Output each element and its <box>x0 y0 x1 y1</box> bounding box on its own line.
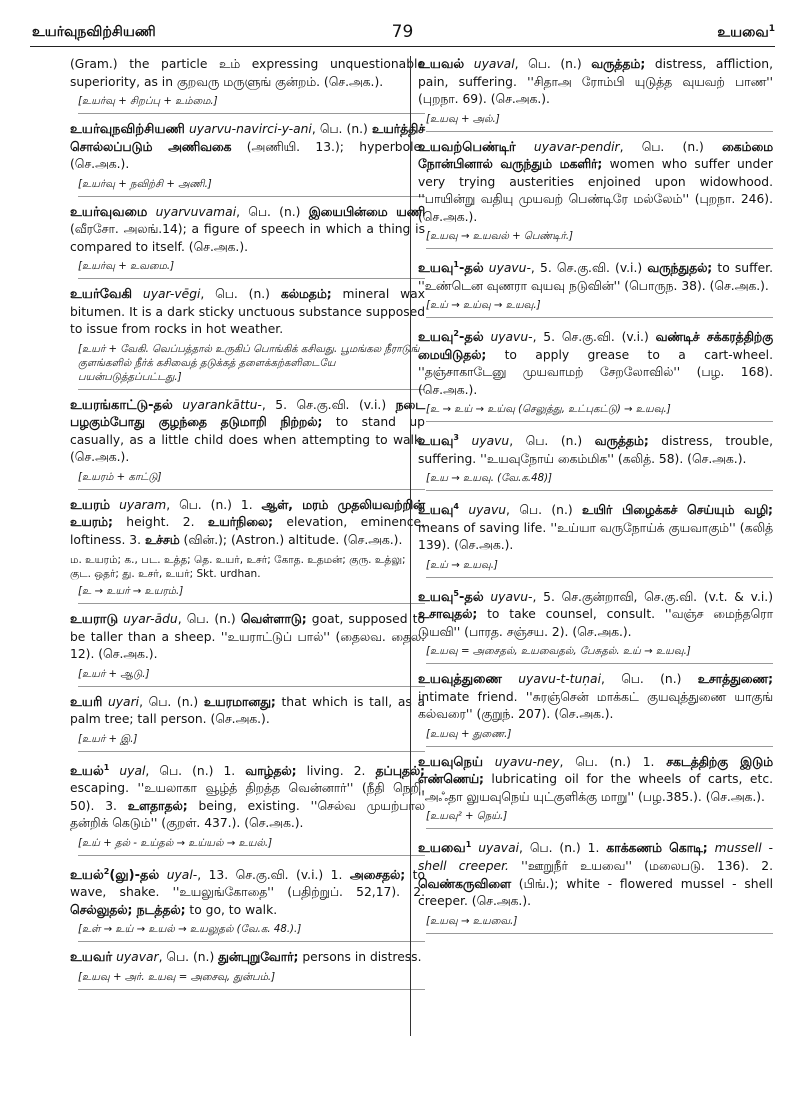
headword: உயவு <box>418 434 454 450</box>
transliteration: uyari <box>107 694 140 709</box>
entry-body-text: (அணியி. 13.); hyperbole. (செ.அக.). <box>70 139 425 171</box>
definition-bold: உச்சம் <box>144 532 180 547</box>
definition-bold: கைம்மை நோன்பினால் வருந்தும் மகளிர்; <box>418 139 773 171</box>
etymology: [உ → உய் → உய்வு (செலுத்து, உட்புகட்டு) → உயவு.] <box>426 403 773 422</box>
columns <box>30 56 775 1082</box>
entry-body-text: , பெ. (n.) <box>200 287 281 301</box>
definition-bold: இயைபின்மை யணி <box>308 204 425 219</box>
headword: உயல் <box>70 867 104 883</box>
entry-body-text: , 5. செ.கு.வி. (v.i.) <box>530 261 648 276</box>
entry-body-text: , பெ. (n.) <box>158 950 219 965</box>
entry-text <box>418 429 773 468</box>
header-guide-word-left: உயர்வுநவிற்சியணி <box>32 24 156 40</box>
definition-bold: ஆள், மரம் முதலியவற்றின் உயரம்; <box>70 497 425 529</box>
entry-text <box>70 497 425 550</box>
etymology: [உயர்வு + சிறப்பு + உம்மை.] <box>78 95 425 114</box>
headword: உயரி <box>70 694 103 710</box>
entry-text <box>70 397 425 467</box>
entry-body-text: to take counsel, consult. ''வஞ்ச மைந்தரொ டுயவி'' (பாரத. சஞ்சய. 2). (செ.அக.). <box>418 607 773 639</box>
definition-bold: உயிர் பிழைக்கச் செய்யும் வழி; <box>582 503 773 518</box>
entry-body-text <box>459 434 472 448</box>
transliteration: uyarvuvamai <box>155 204 237 219</box>
homograph-number: 5 <box>453 588 459 598</box>
entry-body-text: to suffer. ''உண்டென வுணரா வுயவு நடுவின்'' (பொருந. 38). (செ.அக.). <box>418 261 773 293</box>
entry-body-text: mineral wax bitumen. It is a dark sticky unctuous substance supposed to issue from rocks in hot weather. <box>70 287 425 336</box>
etymology: [உயர் + ஆடு.] <box>78 668 425 687</box>
dictionary-entry <box>70 497 425 605</box>
definition-bold: தப்புதல்; <box>375 763 425 778</box>
entry-text <box>70 694 425 729</box>
definition-bold: வெண்கருவிளை <box>418 876 511 891</box>
dictionary-entry <box>70 949 425 990</box>
entry-text <box>418 498 773 555</box>
etymology: [உயவு = அசைதல், உயவைதல், பேசுதல். உய் → உயவு.] <box>426 645 773 664</box>
entry-body-text: , பெ. (n.) <box>177 612 241 626</box>
headword: -தல் <box>458 261 484 277</box>
entry-text <box>418 56 773 109</box>
headword: உயரம் <box>70 497 111 513</box>
entry-text <box>70 759 425 833</box>
entry-body-text: , பெ. (n.) <box>506 503 583 518</box>
definition-bold: உளதாதல்; <box>127 798 188 813</box>
homograph-number: 2 <box>103 866 110 876</box>
entry-body-text: escaping. ''உயலாகா வூழ்த் திறத்த வென்னார்'' (நீதி நெறி. 50). 3. <box>70 781 425 813</box>
headword: உயவு <box>418 330 454 346</box>
entry-body-text: means of saving life. ''உய்யா வருநோய்க் குயவாகும்'' (கலித் 139). (செ.அக.). <box>418 520 773 553</box>
etymology: [உய் → உயவு.] <box>426 559 773 578</box>
entry-text <box>418 754 773 807</box>
entry-body-text: , பெ. (n.) 1. <box>145 763 246 778</box>
etymology: [உய் + தல் - உய்தல் → உய்யல் → உயல்.] <box>78 837 425 856</box>
etymology: [உயர்வு + நவிற்சி + அணி.] <box>78 178 425 197</box>
entry-body-text: , 5. செ.குன்றாவி, செ.கு.வி. (v.t. & v.i.) <box>532 589 773 604</box>
entry-body-text: (வீரசோ. அலங்.14); a figure of speech in which a thing is compared to itself. (செ.அக.). <box>70 222 425 254</box>
entry-text <box>70 611 425 664</box>
etymology: [உயவு → உயவல் + பெண்டிர்.] <box>426 230 773 249</box>
definition-bold: வருந்துதல்; <box>647 261 713 276</box>
page-header <box>30 22 775 47</box>
etymology: [உயவு → உயவை.] <box>426 915 773 934</box>
entry-text <box>418 671 773 724</box>
transliteration: uyaval <box>473 57 515 71</box>
entry-body-text <box>109 764 119 778</box>
headword: உயவுத்துணை <box>418 672 502 688</box>
transliteration: uyaram <box>119 497 167 512</box>
column-divider <box>410 56 411 1036</box>
right-column <box>418 56 773 941</box>
entry-body-text: , பெ. (n.) <box>601 672 698 687</box>
dictionary-entry <box>70 694 425 752</box>
dictionary-entry <box>418 836 773 933</box>
entry-body-text <box>132 287 143 301</box>
etymology: [உயர் + இ.] <box>78 733 425 752</box>
transliteration: uyal- <box>166 867 198 882</box>
dictionary-entry <box>70 286 425 390</box>
dictionary-entry <box>70 121 425 197</box>
dictionary-entry <box>418 498 773 578</box>
transliteration: uyavar-pendir <box>533 139 620 154</box>
entry-body-text: , பெ. (n.) <box>509 434 595 449</box>
entry-body-text: to stand up casually, as a little child does when attempting to walk. (செ.அக.). <box>70 415 425 464</box>
entry-body-text: to go, to walk. <box>185 902 278 917</box>
entry-body-text: , பெ. (n.) 1. <box>559 754 667 769</box>
headword: உயரங்காட்டு-தல் <box>70 397 173 413</box>
entry-body-text: , பெ. (n.) <box>139 694 204 709</box>
dictionary-entry <box>70 863 425 943</box>
entry-body-text: goat, supposed to be taller than a sheep. ''உயராட்டுப் பால்'' (தைலவ. தைல. 12). (செ.அக.). <box>70 612 425 661</box>
entry-text <box>70 949 425 967</box>
entry-body-text: , பெ. (n.) <box>311 122 372 136</box>
definition-bold: சகடத்திற்கு இடும் எண்ணெய்; <box>418 754 773 787</box>
homograph-number: 2 <box>453 329 459 339</box>
entry-text <box>418 585 773 642</box>
etymology: [உய → உயவு. (வே.க.48)] <box>426 472 773 491</box>
entry-text <box>418 256 773 295</box>
entry-body-text <box>173 398 183 412</box>
definition-bold: வருத்தம்; <box>591 57 646 71</box>
entry-body-text <box>502 672 518 686</box>
entry-body-text: (வின்.); (Astron.) altitude. (செ.அக.). <box>179 532 403 547</box>
headword: உயவு <box>418 261 454 277</box>
dictionary-entry <box>70 204 425 280</box>
entry-body-text: , பெ. (n.) <box>619 139 723 154</box>
dictionary-entry <box>70 56 425 114</box>
headword: உயர்வேகி <box>70 287 133 302</box>
dictionary-entry <box>418 256 773 318</box>
dictionary-entry <box>418 139 773 250</box>
entry-text <box>70 56 425 91</box>
dictionary-entry <box>70 759 425 856</box>
etymology: [உயவு + துணை.] <box>426 728 773 747</box>
transliteration: mussell - shell creeper. <box>418 841 773 874</box>
definition-bold: காக்கணம் கொடி; <box>606 841 708 856</box>
dictionary-entry <box>418 585 773 665</box>
entry-body-text: that which is tall, as a palm tree; tall person. (செ.அக.). <box>70 694 425 726</box>
dictionary-entry <box>418 325 773 422</box>
entry-text <box>418 325 773 399</box>
headword: உயவல் <box>418 57 465 72</box>
dictionary-page <box>30 22 775 1082</box>
headword: (லு)-தல் <box>109 867 160 883</box>
entry-body-text <box>708 842 715 856</box>
headword: -தல் <box>458 589 484 605</box>
definition-bold: வெள்ளாடு; <box>240 612 307 626</box>
headword: உயராடு <box>70 612 119 627</box>
entry-body-text: , 5. செ.கு.வி. (v.i.) <box>261 397 396 412</box>
headword: -தல் <box>458 330 484 346</box>
entry-body-text: , பெ. (n.) 1. <box>519 841 607 856</box>
entry-body-text <box>516 140 534 154</box>
entry-body-text: persons in distress. <box>298 950 422 965</box>
definition-bold: நடை பழகும்போது குழந்தை தடுமாறி நிற்றல்; <box>70 397 425 429</box>
left-column <box>70 56 425 997</box>
transliteration: uyal <box>119 763 146 778</box>
dictionary-entry <box>418 56 773 132</box>
definition-bold: வண்டிச் சக்கரத்திற்கு மையிடுதல்; <box>418 330 773 362</box>
dictionary-entry <box>70 397 425 490</box>
entry-body-text: (பிங்.); white - flowered mussel - shell creeper. (செ.அக.). <box>418 876 773 909</box>
entry-body-text: (Gram.) the particle உம் expressing unquestionable superiority, as in குறவரு மருளுங் குன்றம். (செ.அக.). <box>70 57 425 89</box>
entry-body-text: ''ஊறுநீர் உயவை'' (மலைபடு. 136). 2. <box>508 859 773 874</box>
definition-bold: உசாவுதல்; <box>418 607 478 622</box>
entry-body-text: , பெ. (n.) <box>514 57 592 71</box>
dictionary-entry <box>418 671 773 747</box>
dictionary-entry <box>418 754 773 830</box>
entry-text <box>70 121 425 174</box>
definition-bold: உயர்நிலை; <box>207 515 273 529</box>
homograph-number: 1 <box>453 260 459 269</box>
definition-bold: கல்மதம்; <box>280 287 332 301</box>
entry-body-text: , 5. செ.கு.வி. (v.i.) <box>532 330 656 345</box>
homograph-number: 1 <box>465 840 472 850</box>
headword: உயல் <box>70 763 104 779</box>
etymology: [உயர் + வேகி. வெப்பத்தால் உருகிப் பொங்கிக் கசிவது. பூமங்கல நீராடுங் குளங்களில் நீர்க் கசிவைத் தடுக்கத் தளைக்கற்களிடையே பயன்படுத்தப்பட்டது.] <box>78 343 425 390</box>
entry-text <box>70 204 425 257</box>
header-guide-word-right: உயவை$^1$ <box>717 24 775 41</box>
etymology: [உயவு + அல்.] <box>426 113 773 132</box>
entry-body-text: to wave, shake. ''உயலுங்கோதை'' (பதிற்றுப். 52,17). 2. <box>70 867 425 900</box>
etymology: [உயவு + அர். உயவு = அசைவு, துன்பம்.] <box>78 971 425 990</box>
entry-body-text: , பெ. (n.) 1. <box>166 497 262 512</box>
transliteration: uyavu- <box>490 589 533 604</box>
dictionary-entry <box>418 429 773 491</box>
entry-body-text <box>147 205 155 219</box>
entry-body-text <box>159 868 166 882</box>
entry-body-text <box>110 498 119 512</box>
definition-bold: உயரமானது; <box>203 694 276 709</box>
etymology: [உயர்வு + உவமை.] <box>78 260 425 279</box>
entry-body-text: distress, affliction, pain, suffering. ''சிதாஅ ரோம்பி யுடுத்த வுயவற் பாண'' (புறநா. 69). (செ.அக.). <box>418 57 773 106</box>
etymology: [உள் → உய் → உயல் → உயலுதல் (வே.க. 48.).] <box>78 923 425 942</box>
entry-body-text: lubricating oil for the wheels of carts, etc. ''அஃதா லுயவுநெய் யுட்குளிக்கு மாறு'' (பழ.385.). (செ.அக.). <box>418 772 773 804</box>
entry-body-text: distress, trouble, suffering. ''உயவுநோய் கைம்மிக'' (கலித். 58). (செ.அக.). <box>418 434 773 466</box>
entry-body-text: intimate friend. ''சுரஞ்சென் மாக்கட் குயவுத்துணை யாகுங் கல்வரை'' (குறுந். 207). (செ.அக.). <box>418 689 773 722</box>
headword: உயவற்பெண்டிர் <box>418 139 516 155</box>
transliteration: uyavu-ney <box>494 754 560 769</box>
transliteration: uyarvu-navirci-y-ani <box>188 122 312 136</box>
transliteration: uyavu- <box>490 330 533 345</box>
entry-body-text: women who suffer under very trying austerities enjoined upon widowhood. ''பாயின்று வதியு முயவற் பெண்டிரே மல்லேம்'' (புறநா. 246). (செ.அக.). <box>418 157 773 224</box>
entry-text <box>418 836 773 910</box>
headword: உயர்வுநவிற்சியணி <box>70 122 185 137</box>
transliteration: uyarankāttu- <box>182 397 262 412</box>
etymology: [உயரம் + காட்டு] <box>78 471 425 490</box>
entry-body-text <box>459 503 468 517</box>
entry-body-text: height. 2. <box>112 515 208 529</box>
entry-text <box>418 139 773 227</box>
headword: உயவு <box>418 589 454 605</box>
transliteration: uyavu <box>468 503 507 518</box>
definition-bold: செல்லுதல்; நடத்தல்; <box>70 902 186 917</box>
headword: உயவு <box>418 503 454 519</box>
entry-body-text: , பெ. (n.) <box>236 204 309 219</box>
definition-bold: துன்புறுவோர்; <box>218 950 299 965</box>
definition-bold: வாழ்தல்; <box>245 763 297 778</box>
entry-body-text <box>464 57 474 71</box>
cognates: ம. உயரம்; க., பட. உத்த; தெ. உயர், உசர்; கோத. உதமன்; குரு. உத்லு; குட. ஒதர்; து. உசர், உயர்; Skt. urdhan. <box>70 554 406 580</box>
homograph-number: 1 <box>103 762 110 772</box>
etymology: [உயவு² + நெய்.] <box>426 810 773 829</box>
entry-body-text: to apply grease to a cart-wheel. ''தஞ்சாகாடேனு முயவாமற் சேறலோவில்'' (பழ. 168). (செ.அக.). <box>418 347 773 397</box>
transliteration: uyavar <box>116 950 159 965</box>
homograph-number: 3 <box>453 433 459 443</box>
transliteration: uyavu <box>471 434 510 449</box>
entry-body-text: elevation, eminence, loftiness. 3. <box>70 515 425 547</box>
transliteration: uyar-ādu <box>123 612 178 626</box>
entry-body-text: living. 2. <box>296 763 376 778</box>
transliteration: uyavai <box>478 841 520 856</box>
definition-bold: அசைதல்; <box>349 867 406 882</box>
transliteration: uyavu-t-tuṇai <box>518 672 601 687</box>
headword: உயவுநெய் <box>418 754 483 770</box>
transliteration: uyavu- <box>488 261 531 276</box>
entry-body-text: being, existing. ''செல்வ முயற்பால தன்றிக் கெடும்'' (குறள். 437.). (செ.அக.). <box>70 798 425 831</box>
headword: உயவர் <box>70 950 113 966</box>
headword: உயர்வுவமை <box>70 204 148 220</box>
definition-bold: வருத்தம்; <box>594 434 649 449</box>
etymology: [உய் → உய்வு → உயவு.] <box>426 299 773 318</box>
definition-bold: உசாத்துணை; <box>697 672 773 687</box>
etymology: [உ → உயர் → உயரம்.] <box>78 585 425 604</box>
entry-text <box>70 863 425 920</box>
entry-text <box>70 286 425 339</box>
transliteration: uyar-vēgi <box>142 287 201 301</box>
dictionary-entry <box>70 611 425 687</box>
definition-bold: உயர்த்திச் சொல்லப்படும் அணிவகை <box>70 122 425 154</box>
homograph-number: 4 <box>453 502 459 512</box>
entry-body-text: , 13. செ.கு.வி. (v.i.) 1. <box>197 867 350 882</box>
headword: உயவை <box>418 841 466 857</box>
entry-body-text <box>483 755 495 769</box>
page-number: 79 <box>391 22 414 42</box>
